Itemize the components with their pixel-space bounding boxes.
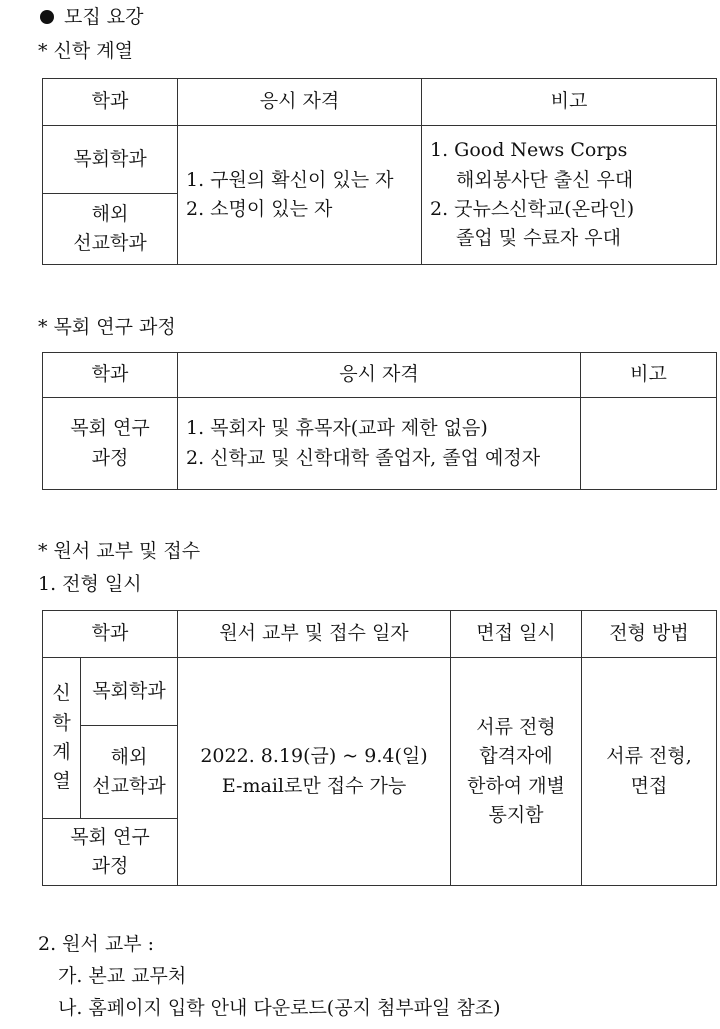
dept-research: 목회 연구 과정 — [43, 398, 178, 490]
schedule-table — [42, 610, 717, 886]
dept-mission: 해외 선교학과 — [81, 726, 178, 819]
email-only: E-mail로만 접수 가능 — [221, 774, 407, 797]
note-3: 2. 굿뉴스신학교(온라인) — [430, 198, 635, 220]
schedule-subheading: 1. 전형 일시 — [38, 573, 142, 595]
header-note: 비고 — [422, 79, 717, 126]
header-note: 비고 — [581, 353, 717, 398]
header-qualification: 응시 자격 — [178, 353, 581, 398]
qualification-cell — [178, 126, 422, 265]
distribution-office: 가. 본교 교무처 — [58, 965, 187, 987]
header-dept: 학과 — [43, 79, 178, 126]
note-4: 졸업 및 수료자 우대 — [456, 227, 621, 250]
bullet-icon — [40, 10, 54, 24]
qualification-2: 2. 신학교 및 신학대학 졸업자, 졸업 예정자 — [186, 446, 541, 469]
header-method: 전형 방법 — [582, 611, 717, 658]
header-interview-date: 면접 일시 — [451, 611, 582, 658]
dept-mission: 해외 선교학과 — [43, 194, 178, 265]
header-dept: 학과 — [43, 353, 178, 398]
note-cell — [581, 398, 717, 490]
dept-research: 목회 연구 과정 — [43, 819, 178, 886]
research-heading: * 목회 연구 과정 — [38, 316, 176, 338]
distribution-homepage: 나. 홈페이지 입학 안내 다운로드(공지 첨부파일 참조) — [58, 997, 501, 1019]
header-qualification: 응시 자격 — [178, 79, 422, 126]
dept-pastoral: 목회학과 — [81, 658, 178, 726]
note-cell — [422, 126, 717, 265]
interview-cell: 서류 전형 합격자에 한하여 개별 통지함 — [451, 658, 582, 886]
note-1: 1. Good News Corps — [430, 139, 628, 162]
research-table — [42, 352, 717, 490]
theology-table — [42, 78, 717, 265]
note-2: 해외봉사단 출신 우대 — [456, 168, 634, 191]
header-dept: 학과 — [43, 611, 178, 658]
method-cell: 서류 전형, 면접 — [582, 658, 717, 886]
application-heading: * 원서 교부 및 접수 — [38, 540, 201, 562]
group-theology: 신 학 계 열 — [43, 658, 81, 819]
qualification-1: 1. 구원의 확신이 있는 자 — [186, 168, 394, 191]
section-title: 모집 요강 — [40, 8, 143, 27]
theology-heading: * 신학 계열 — [38, 40, 133, 62]
qualification-cell — [178, 398, 581, 490]
date-range: 2022. 8.19(금) ~ 9.4(일) — [200, 745, 428, 768]
header-application-date: 원서 교부 및 접수 일자 — [178, 611, 451, 658]
distribution-heading: 2. 원서 교부 : — [38, 933, 155, 955]
dept-pastoral: 목회학과 — [43, 126, 178, 194]
application-date-cell — [178, 658, 451, 886]
qualification-1: 1. 목회자 및 휴목자(교파 제한 없음) — [186, 417, 488, 440]
qualification-2: 2. 소명이 있는 자 — [186, 198, 333, 220]
